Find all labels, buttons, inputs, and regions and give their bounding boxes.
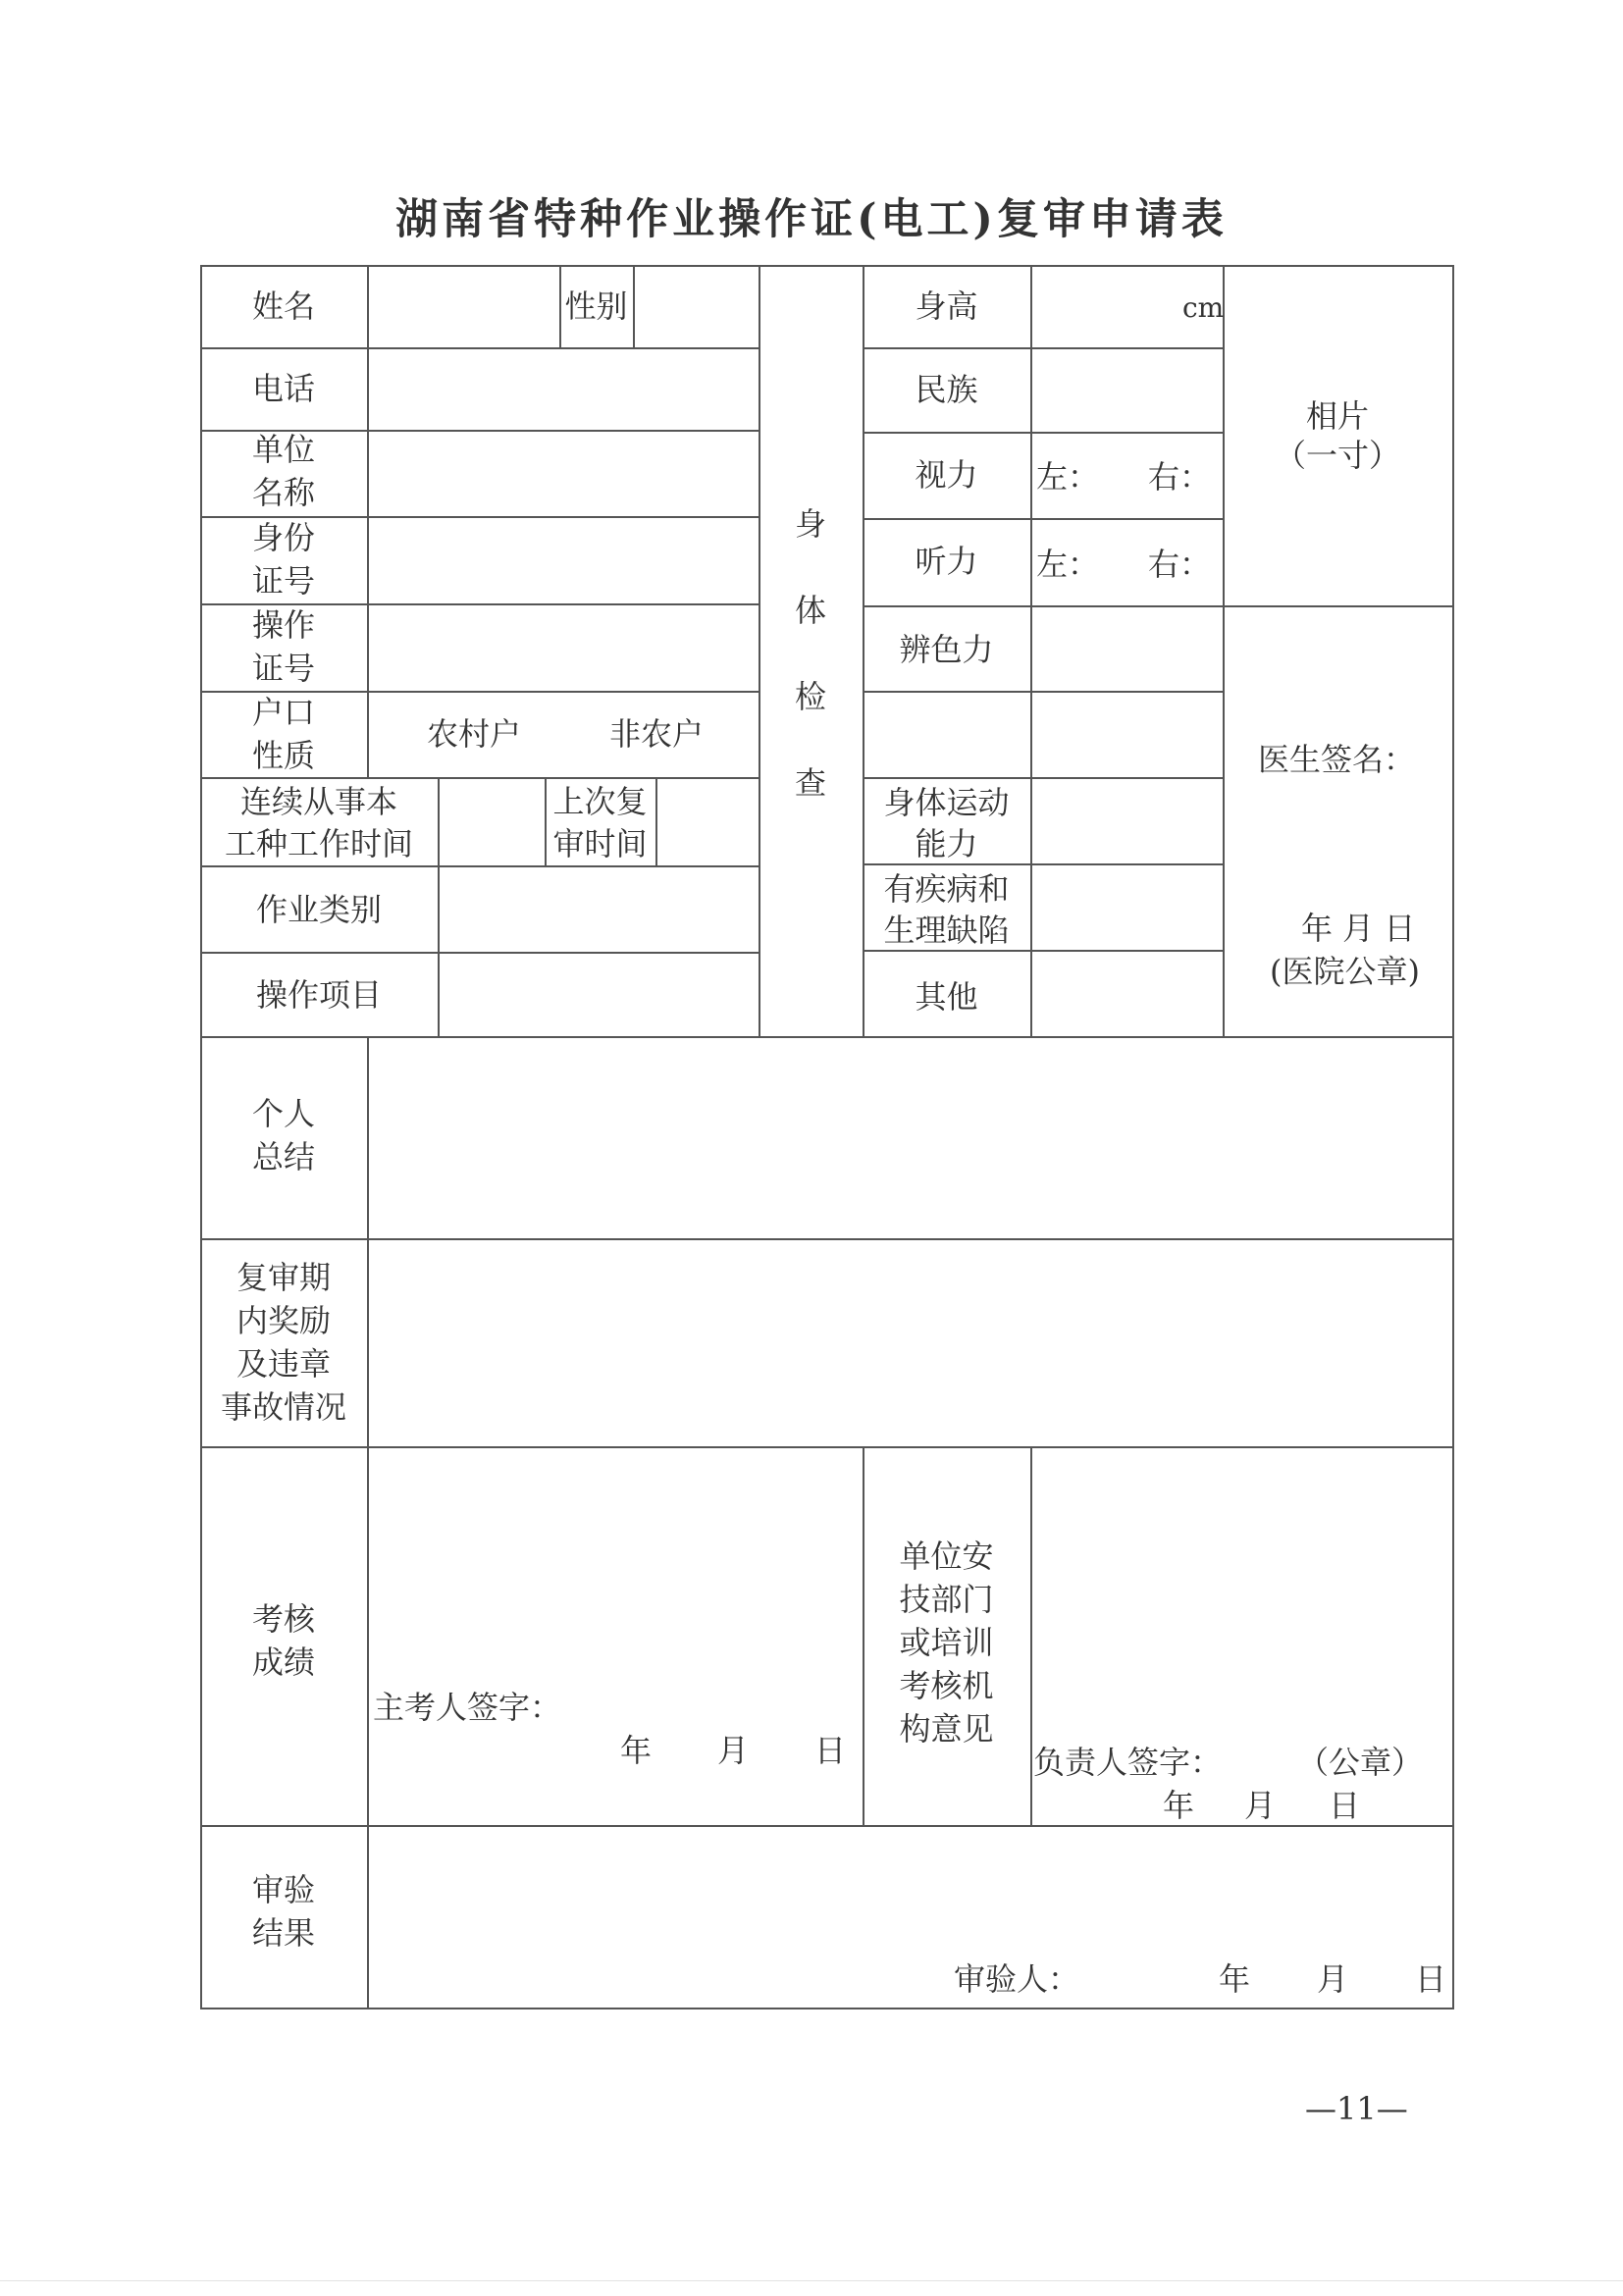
blank-exam-field[interactable]	[1032, 693, 1221, 775]
household-option-nonrural[interactable]: 非农户	[609, 715, 705, 753]
hearing-left-label[interactable]: 左：	[1036, 546, 1100, 583]
hearing-label: 听力	[915, 543, 978, 580]
summary-field[interactable]	[369, 1038, 1450, 1236]
operation-item-label: 操作项目	[255, 976, 382, 1014]
last-review-field[interactable]	[657, 779, 757, 863]
employer-field[interactable]	[369, 432, 757, 514]
assessment-month: 月	[717, 1732, 750, 1769]
motor-ability-field[interactable]	[1032, 779, 1221, 861]
rewards-label-line4: 事故情况	[220, 1388, 346, 1426]
hospital-stamp-label: (医院公章)	[1270, 953, 1420, 990]
assessment-year: 年	[620, 1732, 653, 1769]
inspection-month: 月	[1317, 1960, 1349, 1998]
unit-opinion-label-line2: 技部门	[899, 1581, 994, 1618]
unit-opinion-day: 日	[1329, 1787, 1361, 1824]
height-label: 身高	[915, 287, 978, 325]
unit-opinion-label-line3: 或培训	[899, 1624, 994, 1661]
inspection-day: 日	[1415, 1960, 1447, 1998]
name-label: 姓名	[251, 287, 315, 325]
household-option-rural[interactable]: 农村户	[427, 715, 522, 753]
hearing-right-label[interactable]: 右：	[1148, 546, 1212, 583]
assessment-field[interactable]	[369, 1448, 861, 1823]
responsible-signature-label: 负责人签字：	[1033, 1744, 1223, 1781]
ethnicity-label: 民族	[915, 371, 978, 408]
ethnicity-field[interactable]	[1032, 349, 1221, 430]
rewards-field[interactable]	[369, 1240, 1450, 1444]
work-duration-label-line2: 工种工作时间	[224, 825, 413, 862]
household-label-line1: 户口	[251, 694, 315, 731]
employer-label-line2: 名称	[251, 474, 315, 511]
physical-exam-section-char-2: 体	[794, 592, 826, 629]
last-review-label-line1: 上次复	[552, 783, 648, 820]
gender-field[interactable]	[635, 267, 757, 345]
examiner-signature-label: 主考人签字：	[373, 1689, 562, 1726]
physical-exam-section-char-3: 检	[794, 678, 826, 715]
physical-exam-section-char-4: 查	[794, 764, 826, 802]
id-number-field[interactable]	[369, 518, 757, 601]
unit-opinion-year: 年	[1163, 1787, 1195, 1824]
photo-label-line1: 相片	[1305, 397, 1369, 435]
rewards-label-line1: 复审期	[236, 1259, 331, 1296]
physical-exam-section-char-1: 身	[794, 505, 826, 543]
gender-label: 性别	[564, 287, 628, 325]
inspection-field[interactable]	[369, 1827, 1450, 2006]
inspector-signature-label: 审验人：	[954, 1960, 1080, 1998]
doctor-signature-label: 医生签名：	[1258, 741, 1416, 778]
table-border-right	[1452, 265, 1454, 2008]
name-field[interactable]	[369, 267, 557, 345]
page-title: 湖南省特种作业操作证(电工)复审申请表	[395, 195, 1228, 244]
household-label-line2: 性质	[251, 737, 315, 774]
photo-label-line2: （一寸）	[1274, 437, 1400, 474]
disease-field[interactable]	[1032, 865, 1221, 948]
other-label: 其他	[915, 978, 978, 1016]
table-border-bottom	[200, 2008, 1454, 2009]
summary-label-line1: 个人	[251, 1095, 315, 1132]
certificate-number-label-line1: 操作	[251, 606, 315, 644]
phone-label: 电话	[251, 370, 315, 407]
assessment-day: 日	[814, 1732, 847, 1769]
id-number-label-line1: 身份	[251, 519, 315, 556]
assessment-label-line2: 成绩	[251, 1644, 315, 1681]
last-review-label-line2: 审时间	[552, 825, 648, 862]
doctor-date-label: 年 月 日	[1301, 910, 1416, 947]
page-number: —11—	[1305, 2090, 1408, 2127]
vision-label: 视力	[915, 456, 978, 494]
work-duration-label-line1: 连续从事本	[239, 783, 397, 820]
vision-left-label[interactable]: 左：	[1036, 458, 1100, 496]
scan-edge-line	[0, 2280, 1623, 2281]
color-vision-label: 辨色力	[899, 631, 994, 668]
inspection-label-line1: 审验	[251, 1871, 315, 1908]
disease-label-line1: 有疾病和	[883, 870, 1010, 908]
motor-ability-label-line2: 能力	[915, 825, 978, 862]
rewards-label-line3: 及违章	[236, 1345, 331, 1383]
vision-right-label[interactable]: 右：	[1148, 458, 1212, 496]
color-vision-field[interactable]	[1032, 607, 1221, 689]
employer-label-line1: 单位	[251, 431, 315, 468]
unit-opinion-label-line4: 考核机	[899, 1667, 994, 1704]
summary-label-line2: 总结	[251, 1138, 315, 1175]
height-unit: cm	[1182, 291, 1225, 324]
inspection-year: 年	[1219, 1960, 1251, 1998]
unit-opinion-month: 月	[1244, 1787, 1277, 1824]
inspection-label-line2: 结果	[251, 1914, 315, 1952]
other-field[interactable]	[1032, 952, 1221, 1034]
operation-item-field[interactable]	[440, 954, 757, 1034]
motor-ability-label-line1: 身体运动	[883, 784, 1010, 821]
work-duration-field[interactable]	[440, 779, 543, 863]
job-category-label: 作业类别	[255, 891, 382, 928]
divider	[863, 432, 1223, 434]
id-number-label-line2: 证号	[251, 562, 315, 600]
assessment-label-line1: 考核	[251, 1600, 315, 1638]
divider	[863, 518, 1223, 520]
certificate-number-label-line2: 证号	[251, 650, 315, 687]
disease-label-line2: 生理缺陷	[883, 912, 1010, 949]
job-category-field[interactable]	[440, 867, 757, 950]
unit-opinion-label-line5: 构意见	[899, 1710, 994, 1748]
rewards-label-line2: 内奖励	[236, 1302, 331, 1339]
certificate-number-field[interactable]	[369, 605, 757, 689]
unit-stamp-label: （公章）	[1297, 1744, 1424, 1781]
photo-area[interactable]	[1225, 267, 1450, 603]
unit-opinion-label-line1: 单位安	[899, 1538, 994, 1575]
phone-field[interactable]	[369, 349, 757, 428]
